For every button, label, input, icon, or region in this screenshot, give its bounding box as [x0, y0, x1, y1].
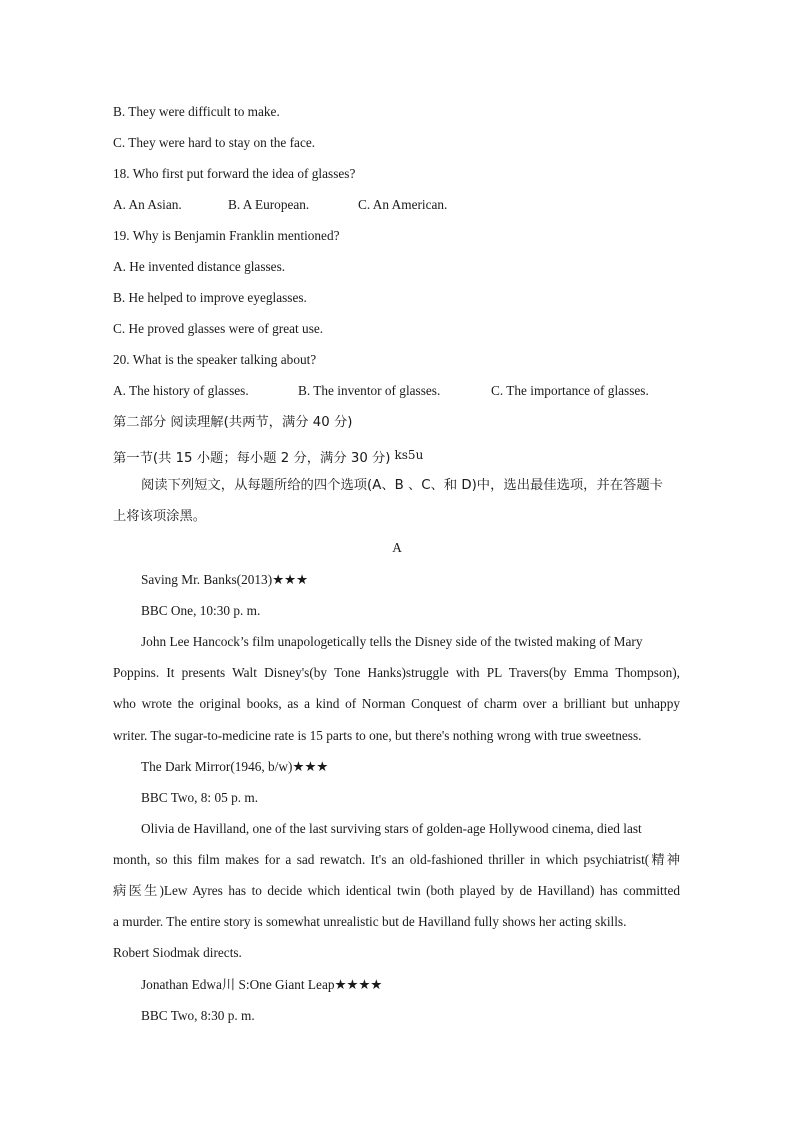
film-1-text-line: John Lee Hancock’s film unapologetically tells the Disney side of the twisted making of Mary: [141, 634, 643, 649]
q17-option-b: B. They were difficult to make.: [113, 104, 280, 119]
q19-option-b: B. He helped to improve eyeglasses.: [113, 290, 307, 305]
film-2-text-line: a murder. The entire story is somewhat unrealistic but de Havilland fully shows her acting skills.: [113, 914, 627, 929]
film-2-text-line: Olivia de Havilland, one of the last surviving stars of golden-age Hollywood cinema, died last: [141, 821, 642, 836]
q20-option-a: A. The history of glasses.: [113, 383, 249, 398]
q18-question: 18. Who first put forward the idea of glasses?: [113, 166, 356, 181]
film-2-text-line: month, so this film makes for a sad rewatch. It's an old-fashioned thriller in which psychiatrist(精神: [113, 852, 680, 867]
film-2-channel: BBC Two, 8: 05 p. m.: [141, 790, 259, 805]
instructions-line-1: 阅读下列短文，从每题所给的四个选项(A、B 、C、和 D)中，选出最佳选项，并在答题卡: [141, 478, 663, 493]
q19-option-c: C. He proved glasses were of great use.: [113, 321, 324, 336]
q19-option-a: A. He invented distance glasses.: [113, 259, 286, 274]
q20-options: [113, 381, 649, 401]
passage-label: A: [392, 540, 402, 555]
section1-heading-text: 第一节(共 15 小题；每小题 2 分，满分 30 分): [113, 451, 391, 466]
instructions-line-2: 上将该项涂黑。: [113, 509, 207, 524]
film-3-channel: BBC Two, 8:30 p. m.: [141, 1008, 255, 1023]
q17-option-c: C. They were hard to stay on the face.: [113, 135, 316, 150]
film-1-channel: BBC One, 10:30 p. m.: [141, 603, 261, 618]
q18-options: [113, 195, 447, 215]
film-1-text-line: who wrote the original books, as a kind of Norman Conquest of charm over a brilliant but unhappy: [113, 696, 680, 711]
film-3-title: Jonathan Edwa川 S:One Giant Leap★★★★: [141, 977, 383, 992]
q20-question: 20. What is the speaker talking about?: [113, 352, 317, 367]
film-2-title: The Dark Mirror(1946, b/w)★★★: [141, 759, 329, 774]
film-2-text-line: Robert Siodmak directs.: [113, 945, 242, 960]
q18-option-a: A. An Asian.: [113, 197, 182, 212]
q19-question: 19. Why is Benjamin Franklin mentioned?: [113, 228, 340, 243]
film-1-text-line: writer. The sugar-to-medicine rate is 15 parts to one, but there's nothing wrong with true sweetness.: [113, 728, 642, 743]
q20-option-c: C. The importance of glasses.: [491, 383, 649, 398]
ks5u-watermark: ks5u: [394, 448, 424, 462]
film-2-text-line: 病医生)Lew Ayres has to decide which identical twin (both played by de Havilland) has committed: [113, 883, 680, 898]
q20-option-b: B. The inventor of glasses.: [298, 383, 441, 398]
film-1-text-line: Poppins. It presents Walt Disney's(by Tone Hanks)struggle with PL Travers(by Emma Thompson),: [113, 665, 680, 680]
part2-heading: 第二部分 阅读理解(共两节，满分 40 分): [113, 415, 353, 430]
q18-option-b: B. A European.: [228, 197, 310, 212]
film-1-title: Saving Mr. Banks(2013)★★★: [141, 572, 308, 587]
q18-option-c: C. An American.: [358, 197, 448, 212]
section1-heading: [113, 445, 423, 469]
